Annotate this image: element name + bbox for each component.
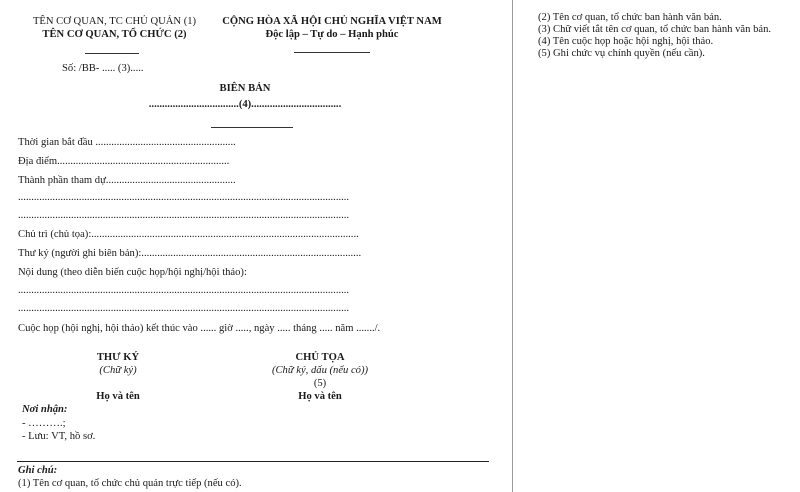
- content-dots-1: .............................................................................................................................: [18, 285, 350, 296]
- secretary-signature-title: THƯ KÝ: [96, 352, 140, 363]
- content-dots-2: .............................................................................................................................: [18, 303, 350, 314]
- chair-signature-note: (Chữ ký, dấu (nếu có)): [271, 365, 369, 376]
- parent-agency-name: TÊN CƠ QUAN, TC CHỦ QUẢN (1): [32, 16, 197, 27]
- content-field: Nội dung (theo diễn biến cuộc họp/hội nghị/hội thảo):: [18, 267, 247, 278]
- chair-signature-name: Họ và tên: [298, 391, 342, 402]
- agency-underline: [85, 53, 139, 54]
- notes-label: Ghi chú:: [18, 465, 58, 476]
- note-1: (1) Tên cơ quan, tổ chức chủ quản trực tiếp (nếu có).: [18, 478, 242, 489]
- column-divider: [512, 0, 513, 492]
- secretary-signature-note: (Chữ ký): [99, 365, 137, 376]
- meeting-name-line: ..................................(4)..................................: [148, 99, 342, 110]
- chair-field: Chủ trì (chủ tọa):.....................................................................................................: [18, 229, 359, 240]
- note-2: (2) Tên cơ quan, tổ chức ban hành văn bản.: [538, 12, 722, 23]
- nation-name: CỘNG HÒA XÃ HỘI CHỦ NGHĨA VIỆT NAM: [222, 16, 442, 27]
- secretary-field: Thư ký (người ghi biên bản):...................................................................................: [18, 248, 362, 259]
- document-title: BIÊN BẢN: [219, 83, 271, 94]
- participants-dots-1: .............................................................................................................................: [18, 192, 350, 203]
- chair-signature-ref: (5): [313, 378, 327, 389]
- participants-dots-2: .............................................................................................................................: [18, 210, 350, 221]
- participants-field: Thành phần tham dự.................................................: [18, 175, 236, 186]
- notes-divider: [17, 461, 489, 462]
- document-number: Số: /BB- ..... (3).....: [62, 63, 144, 74]
- agency-name: TÊN CƠ QUAN, TỔ CHỨC (2): [42, 29, 187, 40]
- chair-signature-title: CHỦ TỌA: [295, 352, 345, 363]
- note-4: (4) Tên cuộc họp hoặc hội nghị, hội thảo.: [538, 36, 714, 47]
- note-3: (3) Chữ viết tắt tên cơ quan, tổ chức ban hành văn bản.: [538, 24, 772, 35]
- start-time-field: Thời gian bắt đầu .....................................................: [18, 137, 236, 148]
- recipient-item: - ……….;: [22, 418, 66, 429]
- note-5: (5) Ghi chức vụ chính quyền (nếu cần).: [538, 48, 705, 59]
- national-motto: Độc lập – Tự do – Hạnh phúc: [265, 29, 399, 40]
- title-underline: [211, 127, 293, 128]
- recipients-label: Nơi nhận:: [22, 404, 68, 415]
- recipient-archive: - Lưu: VT, hồ sơ.: [22, 431, 96, 442]
- secretary-signature-name: Họ và tên: [96, 391, 140, 402]
- location-field: Địa điểm.................................................................: [18, 156, 230, 167]
- closing-line: Cuộc họp (hội nghị, hội thảo) kết thúc vào ...... giờ ....., ngày ..... tháng ..... năm ......./.: [18, 323, 381, 334]
- motto-underline: [294, 52, 370, 53]
